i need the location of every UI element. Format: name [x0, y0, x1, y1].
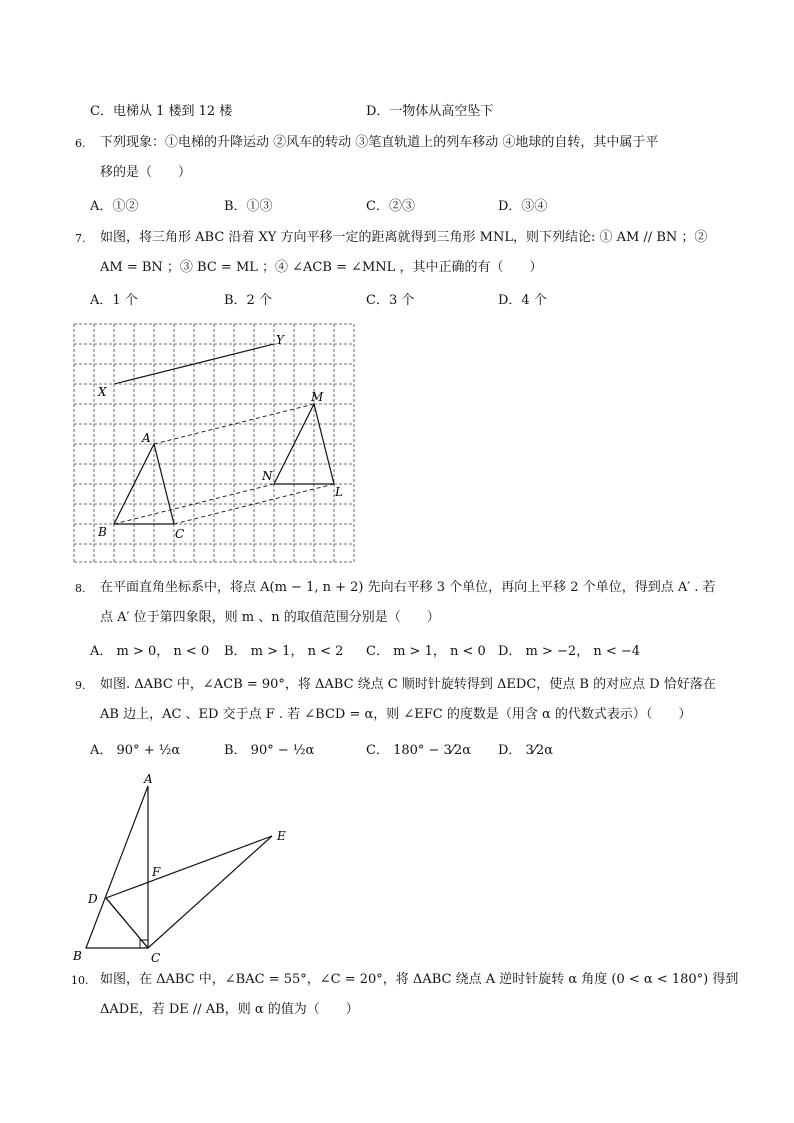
q8-option-d: D． m > −2， n < −4	[498, 644, 641, 659]
q10-stem-line2: ΔADE，若 DE // AB，则 α 的值为（ ）	[100, 1002, 359, 1017]
q8-option-a: A． m > 0， n < 0	[90, 644, 210, 659]
label-x: X	[98, 385, 107, 399]
q7-option-d: D．4 个	[498, 293, 547, 308]
q6-option-a: A．①②	[90, 199, 139, 214]
q6-option-d: D．③④	[498, 199, 548, 214]
q7-grid-figure	[74, 324, 356, 564]
q9-option-b: B． 90° − ½α	[224, 743, 315, 758]
q7-option-a: A．1 个	[90, 293, 138, 308]
q8-stem-line1: 在平面直角坐标系中，将点 A(m − 1, n + 2) 先向右平移 3 个单位，再向上平移 2 个单位，得到点 A′ . 若	[100, 580, 716, 595]
q6-option-c: C．②③	[366, 199, 415, 214]
label-y: Y	[276, 333, 284, 347]
q7-option-b: B．2 个	[224, 293, 272, 308]
q7-stem-line1: 如图，将三角形 ABC 沿着 XY 方向平移一定的距离就得到三角形 MNL，则下列结论: ① AM // BN ；②	[100, 230, 708, 245]
q5-option-d: D．一物体从高空坠下	[366, 104, 494, 119]
triangle-edc	[106, 836, 272, 948]
grid-lines	[74, 324, 354, 562]
q7-stem-line2: AM = BN ；③ BC = ML ；④ ∠ACB = ∠MNL ，其中正确的有（ ）	[100, 260, 543, 275]
label-l: L	[335, 485, 343, 499]
q6-option-b: B．①③	[224, 199, 273, 214]
q10-number: 10.	[71, 974, 89, 987]
label-b: B	[98, 525, 107, 539]
q6-stem-line2: 移的是（ ）	[100, 165, 192, 180]
label-d: D	[88, 892, 98, 906]
q9-option-d: D． 3⁄2α	[498, 743, 554, 758]
label-b: B	[73, 949, 82, 963]
q8-number: 8.	[75, 582, 86, 595]
q10-stem-line1: 如图，在 ΔABC 中，∠BAC = 55°，∠C = 20°，将 ΔABC 绕点 A 逆时针旋转 α 角度 (0 < α < 180°) 得到	[100, 972, 739, 987]
label-f: F	[152, 865, 161, 879]
q7-option-c: C．3 个	[366, 293, 415, 308]
q9-option-c: C． 180° − 3⁄2α	[366, 743, 472, 758]
label-a: A	[142, 431, 151, 445]
label-e: E	[277, 829, 286, 843]
q9-option-a: A． 90° + ½α	[90, 743, 181, 758]
q8-option-b: B． m > 1， n < 2	[224, 644, 344, 659]
q6-number: 6.	[75, 137, 86, 150]
label-m: M	[311, 390, 324, 404]
q9-rotation-figure	[70, 770, 300, 964]
q9-number: 9.	[75, 679, 86, 692]
label-n: N	[262, 469, 273, 483]
q7-number: 7.	[75, 232, 86, 245]
q9-stem-line2: AB 边上，AC 、ED 交于点 F . 若 ∠BCD = α，则 ∠EFC 的度数是（用含 α 的代数式表示）（ ）	[100, 707, 692, 722]
q9-stem-line1: 如图. ΔABC 中，∠ACB = 90°，将 ΔABC 绕点 C 顺时针旋转得到 ΔEDC，使点 B 的对应点 D 恰好落在	[100, 677, 716, 692]
label-c: C	[151, 951, 161, 965]
label-c: C	[175, 527, 185, 541]
q5-option-c: C．电梯从 1 楼到 12 楼	[90, 104, 233, 119]
label-a: A	[144, 772, 153, 786]
triangle-abc	[86, 786, 148, 948]
q8-option-c: C． m > 1， n < 0	[366, 644, 486, 659]
q8-stem-line2: 点 A′ 位于第四象限，则 m 、n 的取值范围分别是（ ）	[100, 610, 440, 625]
q6-stem-line1: 下列现象：①电梯的升降运动 ②风车的转动 ③笔直轨道上的列车移动 ④地球的自转，其中属于平	[100, 135, 659, 150]
